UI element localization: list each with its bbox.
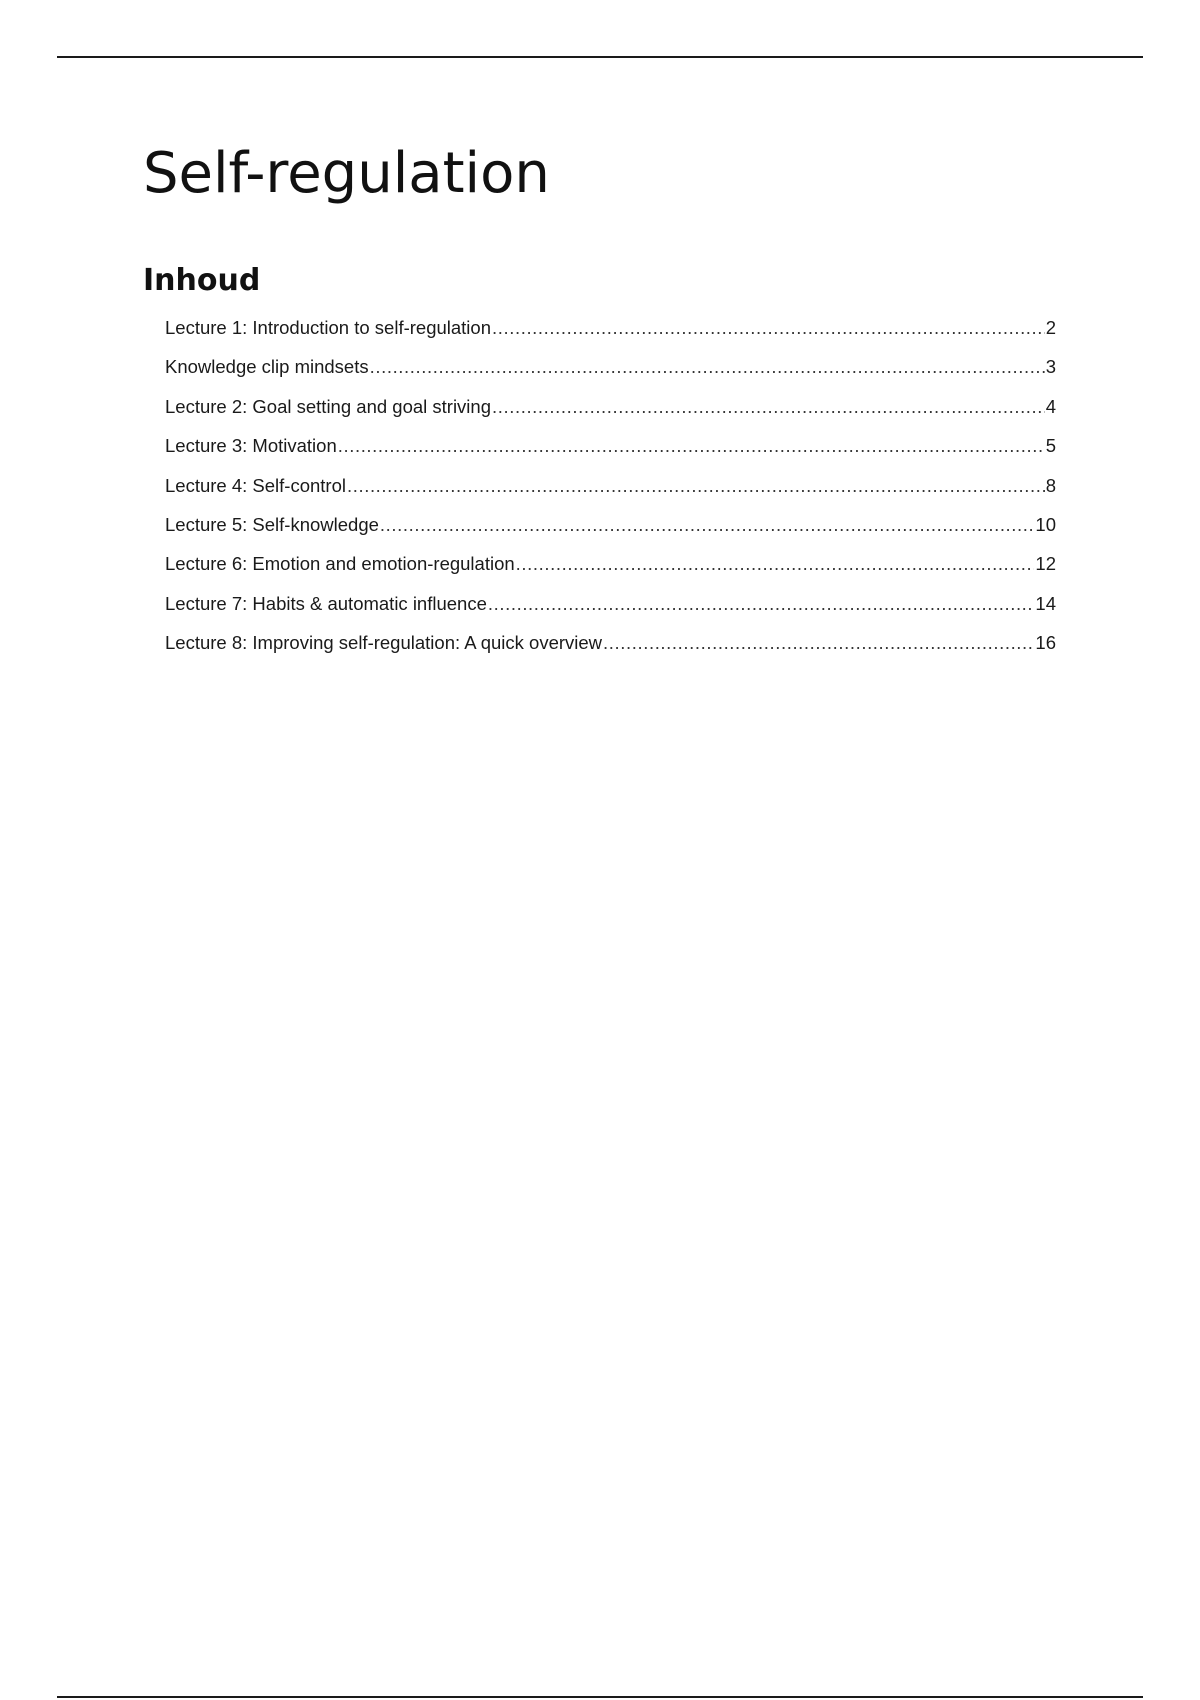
toc-entry-lecture-6[interactable] xyxy=(165,550,1056,589)
document-title: Self-regulation xyxy=(143,141,550,206)
toc-entry-lecture-1[interactable] xyxy=(165,314,1056,353)
header-rule xyxy=(57,56,1143,58)
toc-entry-label: Knowledge clip mindsets xyxy=(165,356,369,378)
toc-dot-leader xyxy=(492,393,1045,421)
toc-entry-page: 8 xyxy=(1045,474,1056,496)
toc-dot-leader xyxy=(488,590,1035,618)
toc-dot-leader xyxy=(347,472,1045,500)
toc-dot-leader xyxy=(603,629,1034,657)
toc-entry-label: Lecture 8: Improving self-regulation: A quick overview xyxy=(165,632,603,654)
toc-entry-page: 2 xyxy=(1045,317,1056,338)
toc-entry-lecture-2[interactable] xyxy=(165,393,1056,432)
toc-entry-page: 4 xyxy=(1045,395,1056,417)
footer-rule xyxy=(57,1696,1143,1698)
table-of-contents xyxy=(165,314,1056,669)
toc-entry-page: 5 xyxy=(1045,435,1056,457)
toc-dot-leader xyxy=(370,353,1045,381)
toc-dot-leader xyxy=(516,550,1035,578)
toc-entry-label: Lecture 3: Motivation xyxy=(165,435,337,457)
toc-entry-page: 10 xyxy=(1035,513,1056,535)
toc-entry-label: Lecture 7: Habits & automatic influence xyxy=(165,592,487,614)
toc-entry-page: 14 xyxy=(1035,592,1056,614)
toc-entry-lecture-7[interactable] xyxy=(165,590,1056,629)
toc-entry-label: Lecture 6: Emotion and emotion-regulation xyxy=(165,553,515,575)
toc-entry-label: Lecture 2: Goal setting and goal striving xyxy=(165,395,491,417)
toc-entry-lecture-3[interactable] xyxy=(165,432,1056,471)
toc-heading: Inhoud xyxy=(143,263,261,298)
toc-entry-page: 12 xyxy=(1035,553,1056,575)
toc-entry-page: 16 xyxy=(1035,632,1056,654)
toc-entry-lecture-4[interactable] xyxy=(165,472,1056,511)
toc-entry-lecture-8[interactable] xyxy=(165,629,1056,668)
toc-entry-label: Lecture 5: Self-knowledge xyxy=(165,513,379,535)
toc-dot-leader xyxy=(492,314,1045,342)
toc-entry-knowledge-clip[interactable] xyxy=(165,353,1056,392)
toc-entry-lecture-5[interactable] xyxy=(165,511,1056,550)
toc-dot-leader xyxy=(338,432,1045,460)
toc-dot-leader xyxy=(380,511,1035,539)
toc-entry-label: Lecture 4: Self-control xyxy=(165,474,346,496)
toc-entry-page: 3 xyxy=(1045,356,1056,378)
toc-entry-label: Lecture 1: Introduction to self-regulation xyxy=(165,317,491,338)
